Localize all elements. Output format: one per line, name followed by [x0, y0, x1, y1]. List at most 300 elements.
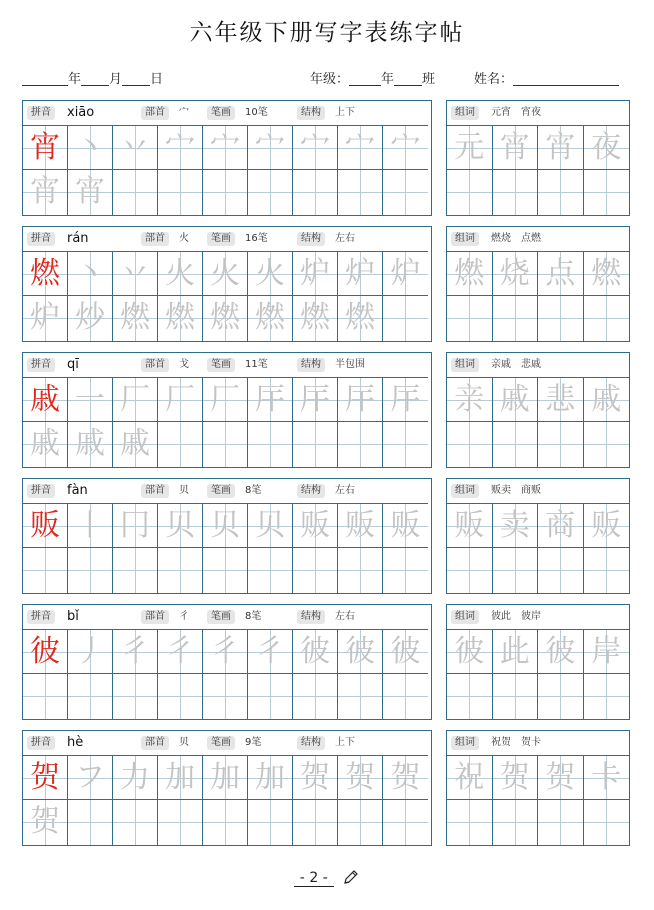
word-cell[interactable] — [493, 125, 539, 170]
pinyin-value: bǐ — [67, 609, 79, 624]
word-cell[interactable] — [584, 170, 630, 215]
stroke-step: 贝 — [165, 508, 195, 543]
radical-tag: 部首 — [141, 232, 169, 246]
word-cell[interactable] — [447, 251, 493, 296]
writing-cell[interactable] — [113, 296, 158, 341]
writing-cell[interactable] — [158, 629, 203, 674]
structure-value: 左右 — [335, 485, 355, 496]
pinyin-value: qī — [67, 357, 79, 372]
writing-cell[interactable] — [23, 377, 68, 422]
strokes-value: 8笔 — [245, 611, 262, 622]
writing-cell[interactable] — [248, 422, 293, 467]
stroke-step: 燃 — [300, 300, 330, 335]
word-character: 商 — [545, 508, 576, 543]
character-panel — [22, 226, 432, 342]
word-cell[interactable] — [493, 296, 539, 341]
writing-cell[interactable] — [383, 377, 428, 422]
word-cell[interactable] — [493, 251, 539, 296]
words-panel — [446, 100, 630, 216]
writing-cell[interactable] — [68, 548, 113, 593]
writing-cell[interactable] — [293, 674, 338, 719]
writing-cell[interactable] — [23, 755, 68, 800]
pinyin-value: fàn — [67, 483, 88, 498]
writing-cell[interactable] — [203, 296, 248, 341]
year-blank[interactable] — [22, 71, 68, 86]
stroke-step: 燃 — [210, 300, 240, 335]
word-cell[interactable] — [584, 629, 630, 674]
writing-cell[interactable] — [68, 296, 113, 341]
strokes-value: 8笔 — [245, 485, 262, 496]
writing-cell[interactable] — [383, 170, 428, 215]
stroke-step: 彳 — [165, 634, 195, 669]
writing-cell[interactable] — [23, 251, 68, 296]
writing-cell[interactable] — [293, 548, 338, 593]
writing-cell[interactable] — [338, 422, 383, 467]
writing-cell[interactable] — [338, 629, 383, 674]
words-panel — [446, 604, 630, 720]
word-cell[interactable] — [493, 503, 539, 548]
word-cell[interactable] — [584, 251, 630, 296]
writing-cell[interactable] — [203, 170, 248, 215]
writing-cell[interactable] — [293, 503, 338, 548]
radical-tag: 部首 — [141, 484, 169, 498]
stroke-step: 力 — [120, 760, 150, 795]
writing-cell[interactable] — [293, 629, 338, 674]
word-character: 燃 — [591, 256, 622, 291]
stroke-step: 彳 — [255, 634, 285, 669]
writing-cell[interactable] — [158, 170, 203, 215]
writing-cell[interactable] — [68, 674, 113, 719]
character-info-header — [23, 227, 431, 251]
radical-tag: 部首 — [141, 358, 169, 372]
writing-cell[interactable] — [68, 800, 113, 845]
word-cell[interactable] — [493, 629, 539, 674]
stroke-step: 火 — [165, 256, 195, 291]
word-cell[interactable] — [584, 296, 630, 341]
radical-tag: 部首 — [141, 106, 169, 120]
pencil-icon — [342, 868, 360, 890]
words-value: 亲戚 悲戚 — [491, 359, 541, 370]
word-cell[interactable] — [538, 755, 584, 800]
stroke-step: 彼 — [345, 634, 375, 669]
word-cell[interactable] — [493, 755, 539, 800]
day-label: 日 — [150, 72, 164, 87]
word-cell[interactable] — [447, 422, 493, 467]
radical-value: 宀 — [179, 107, 189, 118]
grade-blank[interactable] — [349, 71, 381, 86]
word-cell[interactable] — [447, 503, 493, 548]
stroke-step: 贺 — [300, 760, 330, 795]
model-character: 贩 — [30, 508, 60, 543]
word-cell[interactable] — [493, 422, 539, 467]
word-cell[interactable] — [538, 251, 584, 296]
class-label: 班 — [422, 72, 436, 87]
writing-cell[interactable] — [113, 629, 158, 674]
radical-value: 贝 — [179, 737, 189, 748]
word-character: 点 — [545, 256, 576, 291]
word-cell[interactable] — [447, 296, 493, 341]
stroke-step: 加 — [210, 760, 240, 795]
word-cell[interactable] — [584, 125, 630, 170]
word-character: 戚 — [499, 382, 530, 417]
grade-year-label: 年 — [381, 72, 395, 87]
writing-cell[interactable] — [203, 503, 248, 548]
word-character: 此 — [499, 634, 530, 669]
writing-cell[interactable] — [293, 800, 338, 845]
info-line — [22, 68, 630, 90]
page-number: - 2 - — [294, 870, 334, 887]
word-cell[interactable] — [538, 125, 584, 170]
words-header — [447, 479, 629, 503]
month-label: 月 — [109, 72, 123, 87]
writing-cell[interactable] — [158, 800, 203, 845]
stroke-step: 戚 — [30, 426, 60, 461]
writing-cell[interactable] — [383, 422, 428, 467]
writing-cell[interactable] — [338, 251, 383, 296]
writing-cell[interactable] — [293, 125, 338, 170]
writing-cell[interactable] — [68, 503, 113, 548]
word-cell[interactable] — [538, 674, 584, 719]
writing-cell[interactable] — [203, 377, 248, 422]
writing-cell[interactable] — [68, 170, 113, 215]
structure-value: 左右 — [335, 611, 355, 622]
writing-cell[interactable] — [113, 755, 158, 800]
writing-cell[interactable] — [158, 251, 203, 296]
stroke-step: 加 — [255, 760, 285, 795]
name-blank[interactable] — [513, 71, 619, 86]
character-panel — [22, 352, 432, 468]
stroke-step: 加 — [165, 760, 195, 795]
word-character: 亲 — [454, 382, 485, 417]
writing-cell[interactable] — [293, 251, 338, 296]
word-character: 贩 — [454, 508, 485, 543]
writing-cell[interactable] — [23, 125, 68, 170]
writing-cell[interactable] — [248, 755, 293, 800]
stroke-step: 炉 — [390, 256, 421, 291]
word-cell[interactable] — [538, 296, 584, 341]
month-blank[interactable] — [81, 71, 109, 86]
writing-cell[interactable] — [293, 422, 338, 467]
word-cell[interactable] — [584, 377, 630, 422]
word-character: 祝 — [454, 760, 485, 795]
writing-cell[interactable] — [158, 755, 203, 800]
words-tag: 组词 — [451, 106, 479, 120]
structure-tag: 结构 — [297, 106, 325, 120]
word-cell[interactable] — [584, 674, 630, 719]
writing-cell[interactable] — [23, 629, 68, 674]
writing-cell[interactable] — [338, 548, 383, 593]
radical-value: 戈 — [179, 359, 189, 370]
words-value: 祝贺 贺卡 — [491, 737, 541, 748]
strokes-tag: 笔画 — [207, 484, 235, 498]
writing-cell[interactable] — [68, 422, 113, 467]
writing-cell[interactable] — [203, 800, 248, 845]
word-cell[interactable] — [538, 170, 584, 215]
writing-cell[interactable] — [248, 629, 293, 674]
word-character: 卡 — [591, 760, 622, 795]
writing-cell[interactable] — [23, 800, 68, 845]
radical-value: 贝 — [179, 485, 189, 496]
structure-value: 左右 — [335, 233, 355, 244]
character-panel — [22, 730, 432, 846]
writing-cell[interactable] — [113, 503, 158, 548]
word-cell[interactable] — [538, 800, 584, 845]
pinyin-tag: 拼音 — [27, 106, 55, 120]
stroke-step: 厈 — [255, 382, 285, 417]
stroke-step: 贺 — [30, 804, 60, 839]
writing-cell[interactable] — [338, 674, 383, 719]
writing-cell[interactable] — [203, 629, 248, 674]
page-title: 六年级下册写字表练字帖 — [189, 20, 465, 46]
words-tag: 组词 — [451, 484, 479, 498]
stroke-step: 丷 — [120, 130, 150, 165]
writing-cell[interactable] — [293, 377, 338, 422]
stroke-step: 宀 — [210, 130, 240, 165]
stroke-step: 厈 — [300, 382, 330, 417]
word-cell[interactable] — [493, 170, 539, 215]
stroke-step: 宀 — [300, 130, 330, 165]
writing-cell[interactable] — [383, 755, 428, 800]
word-cell[interactable] — [493, 800, 539, 845]
structure-value: 上下 — [335, 737, 355, 748]
writing-cell[interactable] — [248, 674, 293, 719]
structure-tag: 结构 — [297, 610, 325, 624]
word-character: 戚 — [591, 382, 622, 417]
word-cell[interactable] — [493, 377, 539, 422]
writing-cell[interactable] — [68, 377, 113, 422]
writing-cell[interactable] — [293, 755, 338, 800]
writing-cell[interactable] — [113, 800, 158, 845]
word-cell[interactable] — [584, 548, 630, 593]
word-cell[interactable] — [538, 503, 584, 548]
writing-cell[interactable] — [158, 503, 203, 548]
writing-cell[interactable] — [248, 548, 293, 593]
stroke-step: 宵 — [30, 174, 60, 209]
writing-cell[interactable] — [383, 674, 428, 719]
words-panel — [446, 730, 630, 846]
year-label: 年 — [68, 72, 82, 87]
writing-cell[interactable] — [293, 296, 338, 341]
pinyin-tag: 拼音 — [27, 232, 55, 246]
word-cell[interactable] — [447, 629, 493, 674]
words-panel — [446, 352, 630, 468]
radical-value: 火 — [179, 233, 189, 244]
word-character: 悲 — [545, 382, 576, 417]
character-info-header — [23, 353, 431, 377]
word-cell[interactable] — [584, 422, 630, 467]
character-info-header — [23, 479, 431, 503]
word-cell[interactable] — [447, 800, 493, 845]
writing-cell[interactable] — [203, 755, 248, 800]
stroke-step: 火 — [210, 256, 240, 291]
writing-cell[interactable] — [338, 800, 383, 845]
writing-cell[interactable] — [383, 125, 428, 170]
writing-cell[interactable] — [23, 674, 68, 719]
words-header — [447, 731, 629, 755]
word-cell[interactable] — [538, 548, 584, 593]
writing-cell[interactable] — [23, 548, 68, 593]
writing-cell[interactable] — [113, 674, 158, 719]
word-cell[interactable] — [447, 674, 493, 719]
strokes-tag: 笔画 — [207, 358, 235, 372]
radical-value: 彳 — [179, 611, 189, 622]
model-character: 宵 — [30, 130, 60, 165]
practice-block — [22, 352, 630, 468]
writing-cell[interactable] — [248, 125, 293, 170]
stroke-step: 炉 — [300, 256, 330, 291]
writing-cell[interactable] — [383, 503, 428, 548]
stroke-step: 宀 — [165, 130, 195, 165]
writing-cell[interactable] — [338, 503, 383, 548]
practice-block — [22, 100, 630, 216]
word-character: 卖 — [499, 508, 530, 543]
character-info-header — [23, 731, 431, 755]
word-cell[interactable] — [447, 377, 493, 422]
word-cell[interactable] — [447, 755, 493, 800]
practice-block — [22, 478, 630, 594]
stroke-step: 丨 — [75, 508, 105, 543]
writing-cell[interactable] — [158, 296, 203, 341]
writing-cell[interactable] — [68, 629, 113, 674]
stroke-step: 炒 — [75, 300, 105, 335]
writing-cell[interactable] — [203, 251, 248, 296]
strokes-value: 11笔 — [245, 359, 268, 370]
words-panel — [446, 226, 630, 342]
writing-cell[interactable] — [248, 800, 293, 845]
writing-cell[interactable] — [383, 251, 428, 296]
pinyin-value: rán — [67, 231, 89, 246]
writing-cell[interactable] — [248, 503, 293, 548]
writing-cell[interactable] — [338, 125, 383, 170]
writing-cell[interactable] — [248, 296, 293, 341]
stroke-step: 彳 — [120, 634, 150, 669]
word-cell[interactable] — [447, 548, 493, 593]
stroke-step: 厂 — [120, 382, 150, 417]
writing-cell[interactable] — [158, 674, 203, 719]
radical-tag: 部首 — [141, 610, 169, 624]
writing-cell[interactable] — [383, 629, 428, 674]
writing-cell[interactable] — [338, 377, 383, 422]
pinyin-tag: 拼音 — [27, 358, 55, 372]
word-cell[interactable] — [493, 674, 539, 719]
stroke-step: 燃 — [255, 300, 285, 335]
writing-cell[interactable] — [113, 170, 158, 215]
writing-cell[interactable] — [158, 377, 203, 422]
word-character: 宵 — [545, 130, 576, 165]
writing-cell[interactable] — [338, 755, 383, 800]
stroke-step: 宀 — [345, 130, 375, 165]
writing-cell[interactable] — [203, 125, 248, 170]
writing-cell[interactable] — [293, 170, 338, 215]
character-info-header — [23, 605, 431, 629]
word-cell[interactable] — [584, 755, 630, 800]
writing-cell[interactable] — [338, 296, 383, 341]
words-tag: 组词 — [451, 736, 479, 750]
writing-cell[interactable] — [23, 170, 68, 215]
writing-cell[interactable] — [113, 548, 158, 593]
writing-cell[interactable] — [383, 800, 428, 845]
word-character: 燃 — [454, 256, 485, 291]
writing-cell[interactable] — [203, 548, 248, 593]
strokes-value: 10笔 — [245, 107, 268, 118]
grade-label: 年级： — [310, 72, 350, 87]
words-tag: 组词 — [451, 232, 479, 246]
writing-cell[interactable] — [113, 251, 158, 296]
pinyin-tag: 拼音 — [27, 736, 55, 750]
stroke-step: 贺 — [390, 760, 421, 795]
writing-cell[interactable] — [68, 125, 113, 170]
writing-cell[interactable] — [113, 422, 158, 467]
writing-cell[interactable] — [338, 170, 383, 215]
writing-cell[interactable] — [23, 503, 68, 548]
writing-cell[interactable] — [383, 548, 428, 593]
stroke-step: 厈 — [345, 382, 375, 417]
writing-cell[interactable] — [248, 251, 293, 296]
word-cell[interactable] — [538, 422, 584, 467]
practice-block — [22, 226, 630, 342]
word-character: 贺 — [545, 760, 576, 795]
word-cell[interactable] — [447, 125, 493, 170]
pinyin-tag: 拼音 — [27, 484, 55, 498]
writing-cell[interactable] — [158, 125, 203, 170]
writing-cell[interactable] — [113, 125, 158, 170]
word-cell[interactable] — [447, 170, 493, 215]
words-value: 元宵 宵夜 — [491, 107, 541, 118]
writing-cell[interactable] — [158, 422, 203, 467]
stroke-step: 厈 — [390, 382, 421, 417]
writing-cell[interactable] — [383, 296, 428, 341]
stroke-step: 戚 — [120, 426, 150, 461]
stroke-step: フ — [75, 760, 105, 795]
word-character: 元 — [454, 130, 485, 165]
stroke-step: 彼 — [390, 634, 421, 669]
word-cell[interactable] — [584, 800, 630, 845]
words-panel — [446, 478, 630, 594]
word-character: 宵 — [499, 130, 530, 165]
word-cell[interactable] — [538, 629, 584, 674]
strokes-tag: 笔画 — [207, 736, 235, 750]
words-value: 彼此 彼岸 — [491, 611, 541, 622]
pinyin-value: hè — [67, 735, 84, 750]
character-panel — [22, 100, 432, 216]
writing-cell[interactable] — [248, 377, 293, 422]
writing-cell[interactable] — [203, 674, 248, 719]
structure-tag: 结构 — [297, 358, 325, 372]
day-blank[interactable] — [122, 71, 150, 86]
radical-tag: 部首 — [141, 736, 169, 750]
writing-cell[interactable] — [113, 377, 158, 422]
word-character: 贺 — [499, 760, 530, 795]
writing-cell[interactable] — [158, 548, 203, 593]
word-cell[interactable] — [584, 503, 630, 548]
footer — [0, 868, 654, 890]
writing-cell[interactable] — [68, 251, 113, 296]
stroke-step: 厂 — [210, 382, 240, 417]
writing-cell[interactable] — [248, 170, 293, 215]
stroke-step: 宵 — [75, 174, 105, 209]
writing-cell[interactable] — [23, 296, 68, 341]
writing-cell[interactable] — [23, 422, 68, 467]
word-cell[interactable] — [493, 548, 539, 593]
writing-cell[interactable] — [68, 755, 113, 800]
structure-value: 半包围 — [335, 359, 365, 370]
stroke-step: 贩 — [345, 508, 375, 543]
word-cell[interactable] — [538, 377, 584, 422]
strokes-tag: 笔画 — [207, 232, 235, 246]
stroke-step: 戚 — [75, 426, 105, 461]
class-blank[interactable] — [394, 71, 422, 86]
writing-cell[interactable] — [203, 422, 248, 467]
